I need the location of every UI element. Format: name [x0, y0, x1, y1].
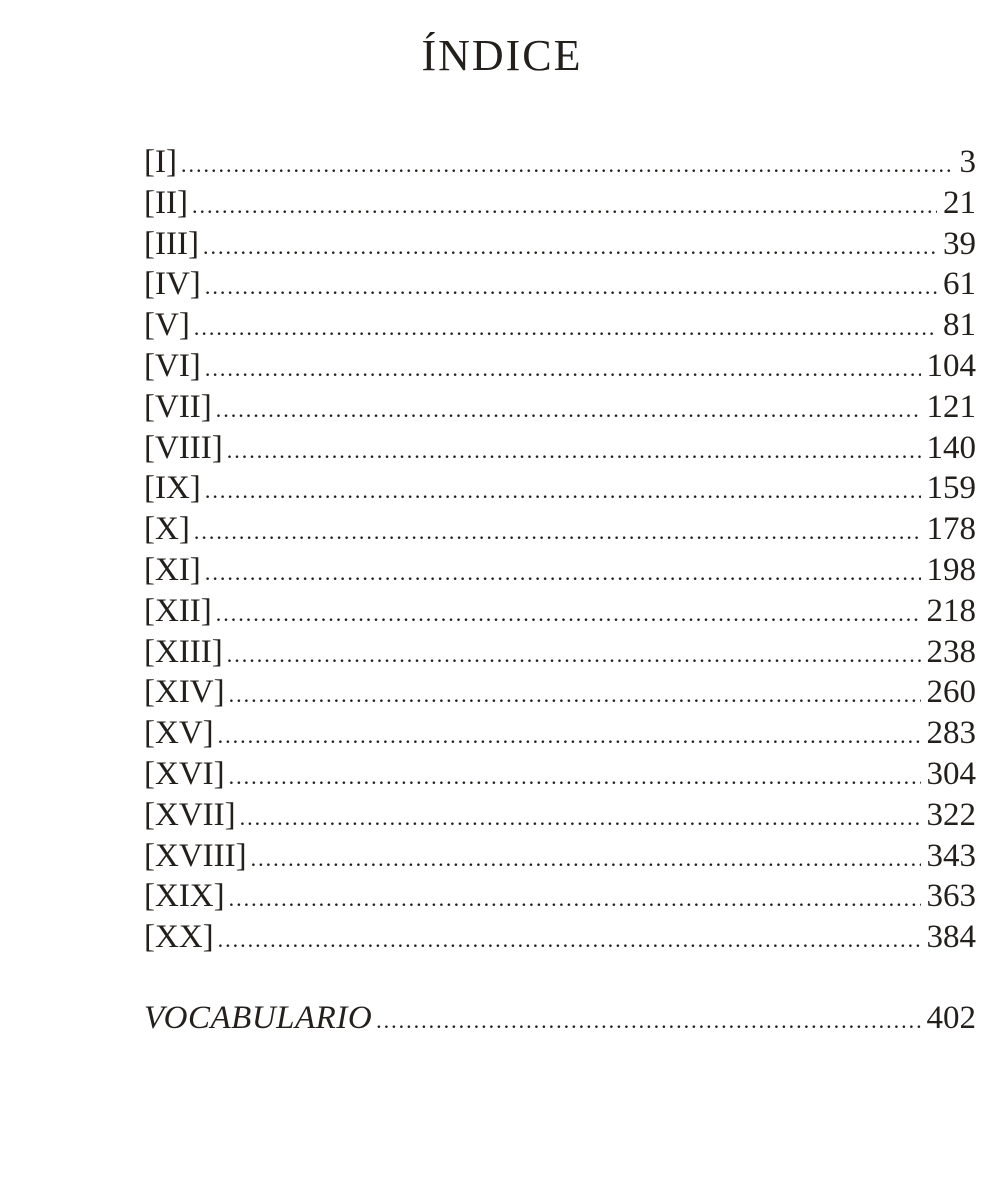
dot-leader [205, 349, 921, 390]
toc-entry-page: 260 [926, 674, 976, 711]
toc-entry[interactable] [144, 387, 976, 428]
toc-entry[interactable] [144, 264, 976, 305]
toc-entry-page: 140 [926, 429, 976, 466]
toc-entry-page: 304 [926, 755, 976, 792]
dot-leader [192, 186, 937, 227]
dot-leader [203, 227, 937, 268]
table-of-contents [144, 142, 976, 1039]
toc-entry[interactable] [144, 224, 976, 265]
toc-entry[interactable] [144, 142, 976, 183]
toc-entry-label: [II] [144, 184, 188, 221]
dot-leader [194, 512, 921, 553]
toc-entry[interactable] [144, 713, 976, 754]
dot-leader [205, 471, 921, 512]
dot-leader [240, 798, 921, 839]
vocabulary-page: 402 [926, 999, 976, 1036]
toc-entry-label: [I] [144, 144, 177, 180]
toc-entry-page: 384 [926, 919, 976, 956]
toc-entry-page: 159 [926, 470, 976, 507]
toc-entry-page: 39 [943, 225, 976, 262]
toc-entry-page: 178 [926, 511, 976, 548]
toc-entry[interactable] [144, 754, 976, 795]
toc-entry-label: [III] [144, 225, 199, 262]
toc-entry[interactable] [144, 183, 976, 224]
toc-entry-label: [V] [144, 307, 190, 344]
toc-entry[interactable] [144, 876, 976, 917]
dot-leader [227, 635, 921, 676]
toc-entry[interactable] [144, 795, 976, 836]
dot-leader [227, 431, 921, 472]
toc-entry[interactable] [144, 672, 976, 713]
toc-entry[interactable] [144, 468, 976, 509]
dot-leader [181, 145, 954, 186]
toc-entry-page: 218 [926, 592, 976, 629]
toc-entry-label: [XII] [144, 592, 212, 629]
toc-entry-label: [XVII] [144, 796, 236, 833]
dot-leader [205, 267, 937, 308]
toc-entry-page: 104 [926, 347, 976, 384]
toc-entry-label: [VI] [144, 347, 201, 384]
toc-entry-label: [XX] [144, 919, 214, 956]
page-title: ÍNDICE [421, 31, 583, 80]
dot-leader [229, 757, 921, 798]
toc-entry[interactable] [144, 305, 976, 346]
toc-entry-label: [IV] [144, 266, 201, 303]
toc-entry-page: 198 [926, 551, 976, 588]
toc-entry-page: 81 [943, 307, 976, 344]
toc-entry-page: 21 [943, 184, 976, 221]
toc-entry[interactable] [144, 346, 976, 387]
toc-entry-label: [XIV] [144, 674, 225, 711]
toc-entry-page: 3 [959, 144, 976, 180]
toc-entry-label: [XVIII] [144, 837, 247, 874]
toc-entry-label: [XI] [144, 551, 201, 588]
dot-leader [229, 675, 921, 716]
toc-entry-page: 283 [926, 715, 976, 752]
toc-entry-page: 238 [926, 633, 976, 670]
toc-entry-page: 322 [926, 796, 976, 833]
dot-leader [218, 716, 921, 757]
dot-leader [216, 390, 921, 431]
toc-entry-label: [XVI] [144, 755, 225, 792]
dot-leader [376, 1001, 920, 1042]
toc-entry-page: 121 [926, 388, 976, 425]
toc-entry-label: [IX] [144, 470, 201, 507]
toc-entry-label: [VIII] [144, 429, 223, 466]
vocabulary-label: VOCABULARIO [144, 999, 373, 1036]
toc-entry[interactable] [144, 428, 976, 469]
toc-entry[interactable] [144, 632, 976, 673]
toc-entry[interactable] [144, 836, 976, 877]
toc-entry[interactable] [144, 917, 976, 958]
dot-leader [229, 879, 921, 920]
dot-leader [194, 308, 937, 349]
toc-entry-label: [XIX] [144, 878, 225, 915]
toc-entry-vocabulary[interactable] [144, 998, 976, 1039]
toc-entry-label: [X] [144, 511, 190, 548]
dot-leader [218, 920, 921, 961]
toc-entry-label: [VII] [144, 388, 212, 425]
toc-entry-page: 343 [926, 837, 976, 874]
toc-entry-page: 61 [943, 266, 976, 303]
dot-leader [251, 839, 921, 880]
section-gap [144, 958, 976, 998]
dot-leader [205, 553, 921, 594]
toc-entry[interactable] [144, 591, 976, 632]
toc-entry-page: 363 [926, 878, 976, 915]
dot-leader [216, 594, 921, 635]
toc-entry[interactable] [144, 550, 976, 591]
toc-entry-label: [XIII] [144, 633, 223, 670]
toc-entry[interactable] [144, 509, 976, 550]
toc-entry-label: [XV] [144, 715, 214, 752]
